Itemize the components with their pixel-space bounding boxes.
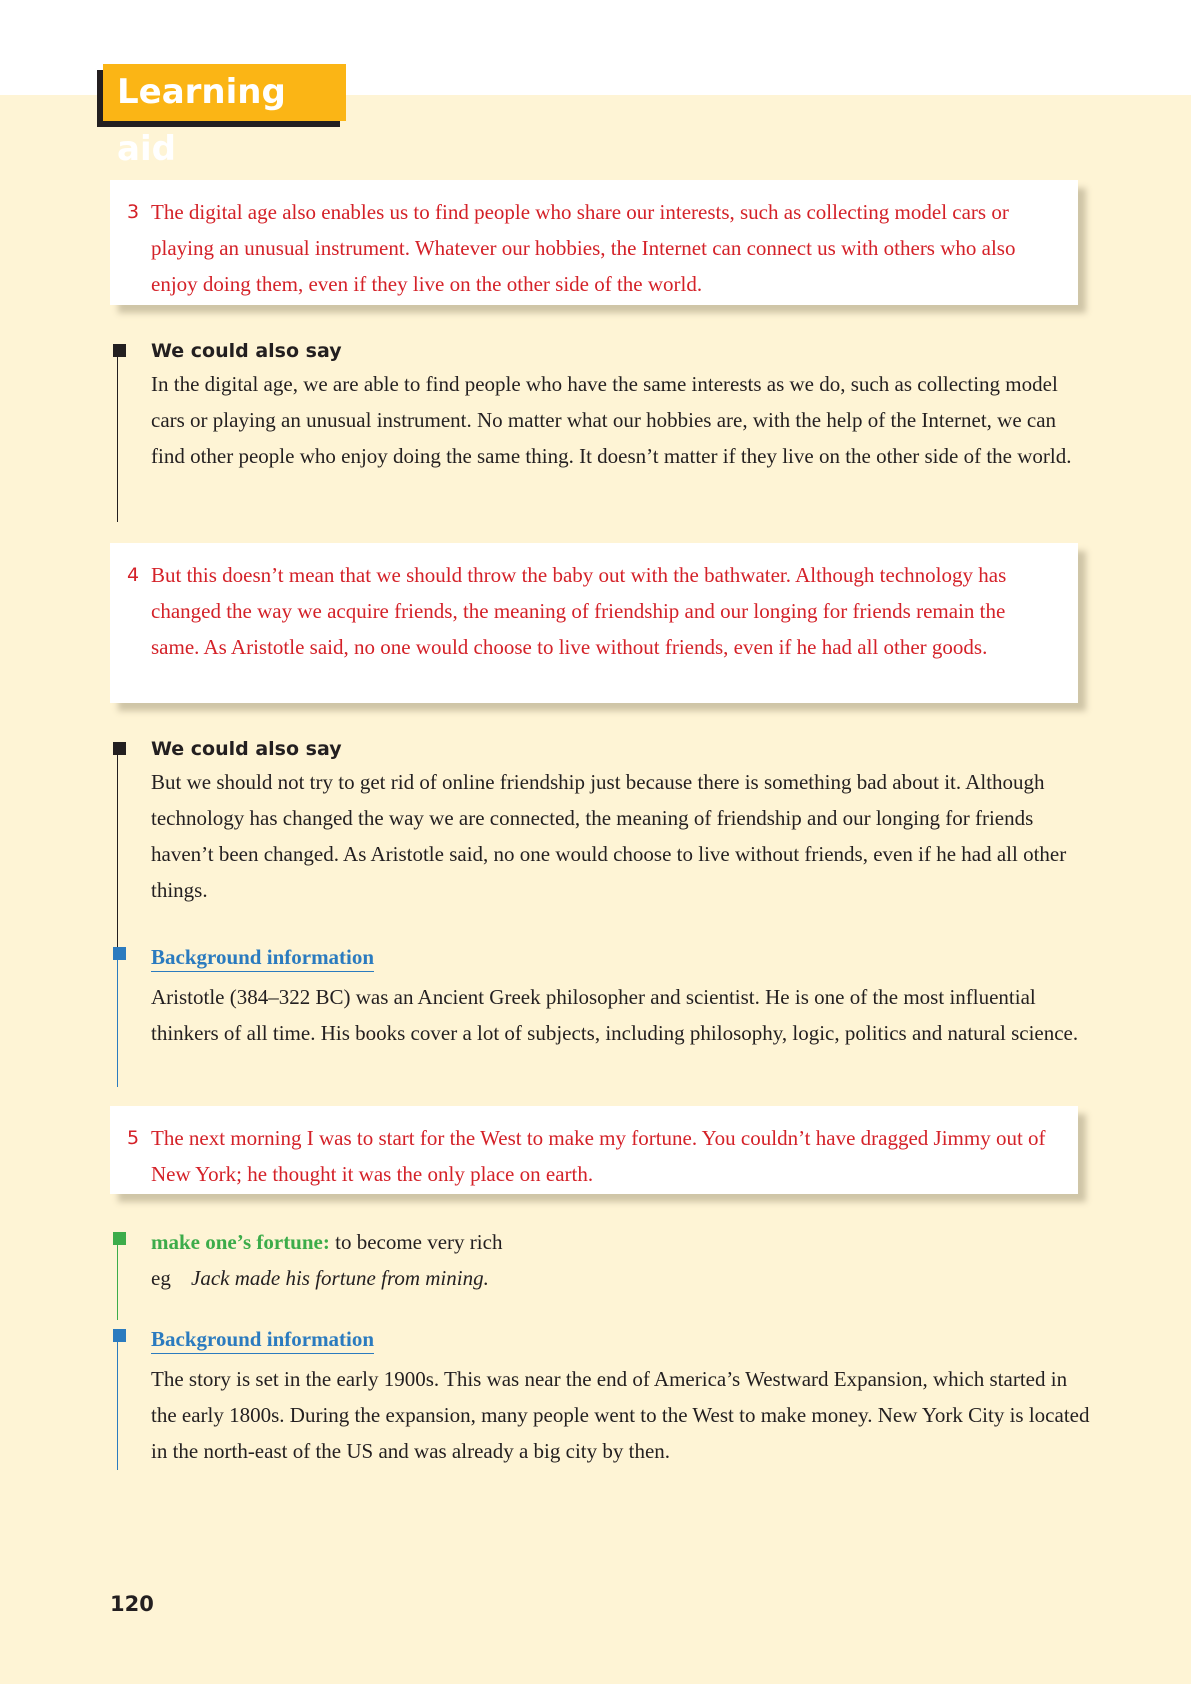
note-bar xyxy=(117,1240,118,1320)
vocab-square-icon xyxy=(113,1232,126,1245)
background-info-5 xyxy=(110,1321,1090,1469)
passage-number: 5 xyxy=(127,1127,140,1149)
info-square-icon xyxy=(113,1329,126,1342)
info-square-icon xyxy=(113,947,126,960)
note-heading: We could also say xyxy=(151,738,342,760)
background-info-4 xyxy=(110,939,1090,1051)
also-say-note-4 xyxy=(110,734,1090,908)
note-square-icon xyxy=(113,742,126,755)
passage-card-3 xyxy=(110,180,1078,305)
note-bar xyxy=(117,352,118,522)
note-bar xyxy=(117,1337,118,1470)
vocabulary-note-5 xyxy=(110,1224,1090,1296)
page-title: Learning aid xyxy=(103,64,346,121)
page-number: 120 xyxy=(110,1592,154,1616)
example-label: eg xyxy=(151,1266,171,1290)
note-text: In the digital age, we are able to find people who have the same interests as we do, such as collecting model cars or playing an unusual instrument. No matter what our hobbies are, with the help of the Internet, we can find other people who enjoy doing the same thing. It doesn’t matter if they live on the other side of the world. xyxy=(151,372,1072,468)
note-bar xyxy=(117,955,118,1087)
passage-number: 4 xyxy=(127,564,140,586)
passage-text: The digital age also enables us to find people who share our interests, such as collecting model cars or playing an unusual instrument. Whatever our hobbies, the Internet can connect us with others who also enjoy doing them, even if they live on the other side of the world. xyxy=(151,200,1016,296)
also-say-note-3 xyxy=(110,336,1090,474)
note-text: But we should not try to get rid of online friendship just because there is something bad about it. Although technology has changed the way we are connected, the meaning of friendship and our longing for friends haven’t been changed. As Aristotle said, no one would choose to live without friends, even if he had all other things. xyxy=(151,770,1067,902)
vocab-definition: to become very rich xyxy=(329,1230,503,1254)
note-bar xyxy=(117,750,118,956)
passage-number: 3 xyxy=(127,201,140,223)
passage-text: But this doesn’t mean that we should throw the baby out with the bathwater. Although technology has changed the way we acquire friends, the meaning of friendship and our longing for friends remain the same. As Aristotle said, no one would choose to live without friends, even if he had all other goods. xyxy=(151,563,1007,659)
note-square-icon xyxy=(113,344,126,357)
background-info-text: Aristotle (384–322 BC) was an Ancient Greek philosopher and scientist. He is one of the most influential thinkers of all time. His books cover a lot of subjects, including philosophy, logic, politics and natural science. xyxy=(151,985,1079,1045)
passage-text: The next morning I was to start for the West to make my fortune. You couldn’t have dragged Jimmy out of New York; he thought it was the only place on earth. xyxy=(151,1126,1046,1186)
vocab-term: make one’s fortune: xyxy=(151,1230,330,1254)
background-info-text: The story is set in the early 1900s. This was near the end of America’s Westward Expansion, which started in the early 1800s. During the expansion, many people went to the West to make money. New York City is located in the north-east of the US and was already a big city by then. xyxy=(151,1367,1090,1463)
note-heading: We could also say xyxy=(151,340,342,362)
background-info-heading: Background information xyxy=(151,943,374,972)
passage-card-5 xyxy=(110,1106,1078,1194)
background-info-heading: Background information xyxy=(151,1325,374,1354)
learning-aid-header xyxy=(103,64,346,169)
passage-card-4 xyxy=(110,543,1078,703)
example-sentence: Jack made his fortune from mining. xyxy=(191,1266,489,1290)
